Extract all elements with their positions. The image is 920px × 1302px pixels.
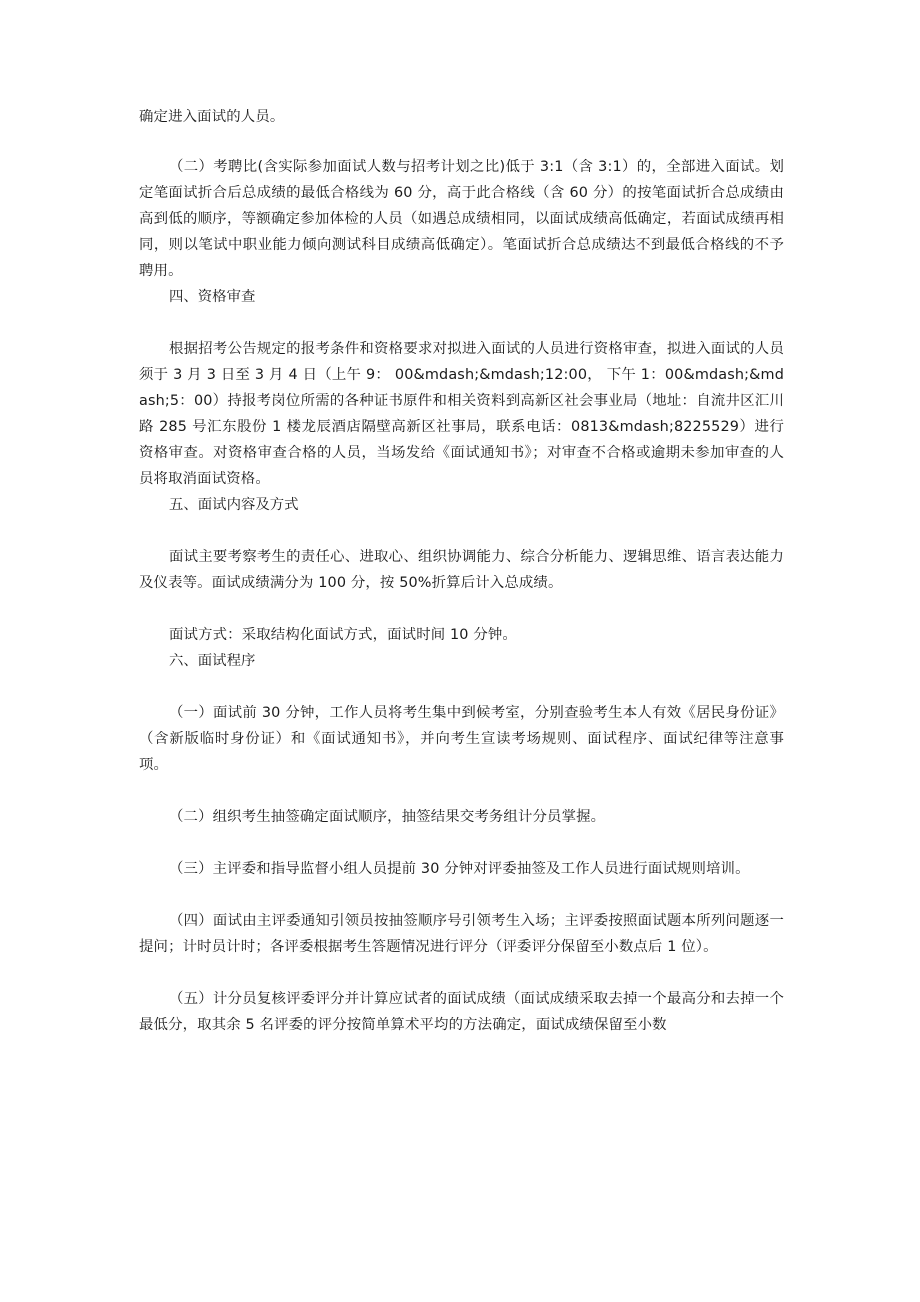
section-6-heading: 六、面试程序 [169,653,256,669]
document-page [139,104,784,1038]
intro-tail-paragraph: 确定进入面试的人员。 [139,109,285,125]
section-4-heading: 四、资格审查 [169,289,256,305]
section-5-content-paragraph: 面试主要考察考生的责任心、进取心、组织协调能力、综合分析能力、逻辑思维、语言表达能力及仪表等。面试成绩满分为 100 分，按 50%折算后计入总成绩。 [139,549,784,591]
step-1-paragraph: （一）面试前 30 分钟，工作人员将考生集中到候考室，分别查验考生本人有效《居民身份证》（含新版临时身份证）和《面试通知书》，并向考生宣读考场规则、面试程序、面试纪律等注意事项。 [139,705,784,773]
step-4-paragraph: （四）面试由主评委通知引领员按抽签顺序号引领考生入场；主评委按照面试题本所列问题逐一提问；计时员计时；各评委根据考生答题情况进行评分（评委评分保留至小数点后 1 位）。 [139,913,784,955]
section-5-method-paragraph: 面试方式：采取结构化面试方式，面试时间 10 分钟。 [169,627,517,643]
step-3-paragraph: （三）主评委和指导监督小组人员提前 30 分钟对评委抽签及工作人员进行面试规则培训。 [169,861,750,877]
step-5-paragraph: （五）计分员复核评委评分并计算应试者的面试成绩（面试成绩采取去掉一个最高分和去掉一个最低分，取其余 5 名评委的评分按简单算术平均的方法确定，面试成绩保留至小数 [139,991,784,1033]
step-2-paragraph: （二）组织考生抽签确定面试顺序，抽签结果交考务组计分员掌握。 [169,809,606,825]
section-5-heading: 五、面试内容及方式 [169,497,299,513]
section-4-paragraph: 根据招考公告规定的报考条件和资格要求对拟进入面试的人员进行资格审查，拟进入面试的人员须于 3 月 3 日至 3 月 4 日（上午 9： 00&mdash;&mdash;12:00， 下午 1：00&mdash;&mdash;5：00）持报考岗位所需的各种证书原件和相关资料到高新区社会事业局（地址：自流井区汇川路 285 号汇东股份 1 楼龙辰酒店隔壁高新区社事局，联系电话：0813&mdash;8225529）进行资格审查。对资格审查合格的人员，当场发给《面试通知书》；对审查不合格或逾期未参加审查的人员将取消面试资格。 [139,341,784,487]
ratio-below-paragraph: （二）考聘比(含实际参加面试人数与招考计划之比)低于 3:1（含 3:1）的，全部进入面试。划定笔面试折合后总成绩的最低合格线为 60 分，高于此合格线（含 60 分）的按笔面试折合总成绩由高到低的顺序，等额确定参加体检的人员（如遇总成绩相同，以面试成绩高低确定，若面试成绩再相同，则以笔试中职业能力倾向测试科目成绩高低确定）。笔面试折合总成绩达不到最低合格线的不予聘用。 [139,159,784,279]
